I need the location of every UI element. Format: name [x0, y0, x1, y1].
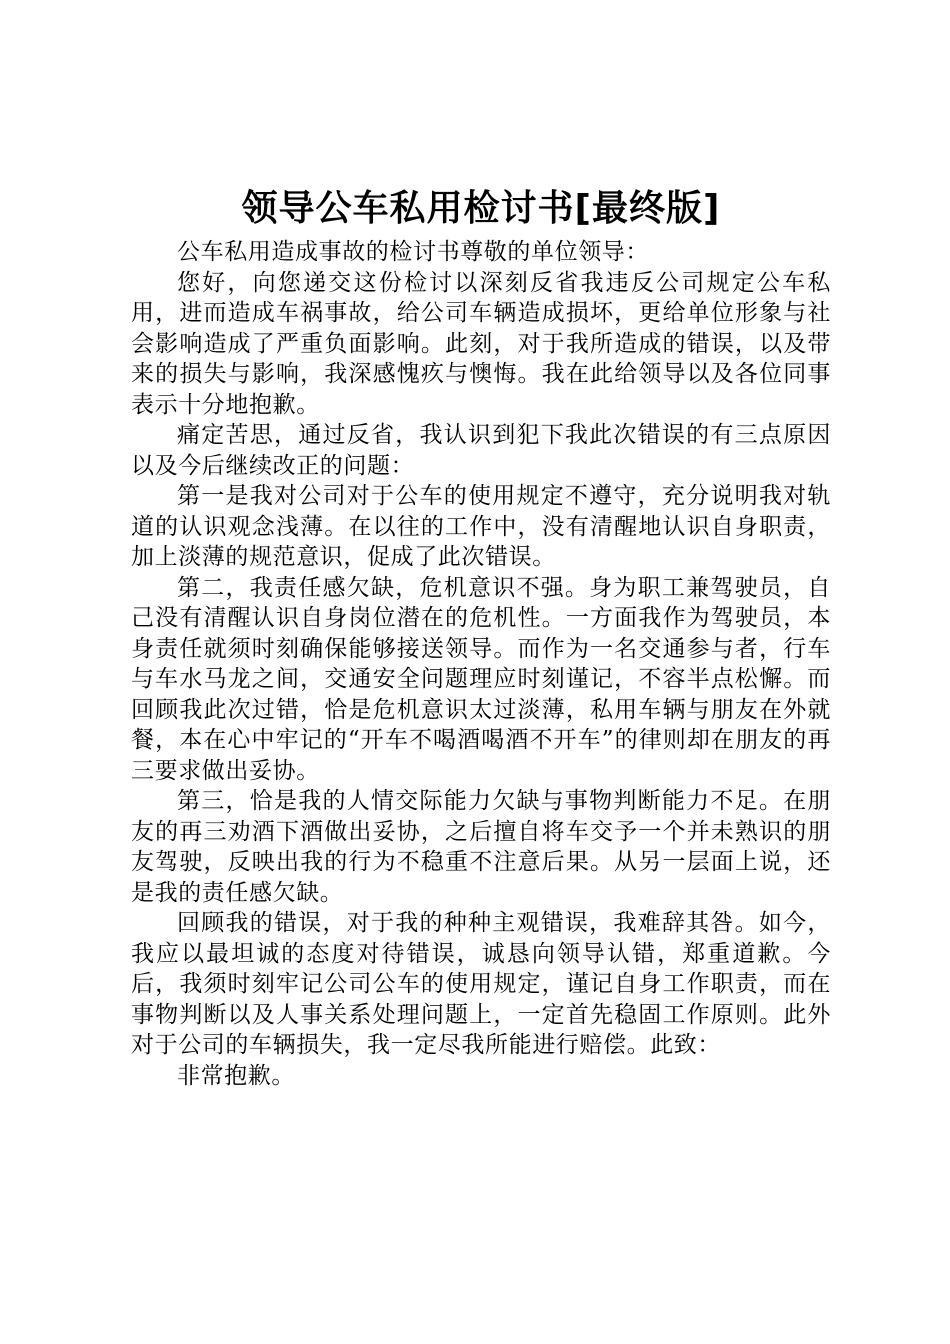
- paragraph-salutation: 公车私用造成事故的检讨书尊敬的单位领导：: [177, 239, 649, 265]
- paragraph-reason-one: 第一是我对公司对于公车的使用规定不遵守，充分说明我对轨道的认识观念浅薄。在以往的工作中，没有清醒地认识自身职责，加上淡薄的规范意识，促成了此次错误。: [131, 483, 831, 570]
- paragraph-closing: 非常抱歉。: [177, 1062, 295, 1089]
- paragraph-conclusion: 回顾我的错误，对于我的种种主观错误，我难辞其咎。如今，我应以最坦诚的态度对待错误，诚恳向领导认错，郑重道歉。今后，我须时刻牢记公司公车的使用规定，谨记自身工作职责，而在事物判断以及人事关系处理问题上，一定首先稳固工作原则。此外对于公司的车辆损失，我一定尽我所能进行赔偿。此致：: [131, 910, 831, 1058]
- document-title: 领导公车私用检讨书[最终版]: [241, 188, 721, 229]
- document-page: [131, 183, 831, 1091]
- paragraph-reason-three: 第三，恰是我的人情交际能力欠缺与事物判断能力不足。在朋友的再三劝酒下酒做出妥协，之后擅自将车交予一个并未熟识的朋友驾驶，反映出我的行为不稳重不注意后果。从另一层面上说，还是我的责任感欠缺。: [131, 788, 831, 906]
- paragraph-reflection: 痛定苦思，通过反省，我认识到犯下我此次错误的有三点原因以及今后继续改正的问题：: [131, 422, 831, 479]
- paragraph-reason-two: 第二，我责任感欠缺，危机意识不强。身为职工兼驾驶员，自己没有清醒认识自身岗位潜在的危机性。一方面我作为驾驶员，本身责任就须时刻确保能够接送领导。而作为一名交通参与者，行车与车水马龙之间，交通安全问题理应时刻谨记，不容半点松懈。而回顾我此次过错，恰是危机意识太过淡薄，私用车辆与朋友在外就餐，本在心中牢记的“开车不喝酒喝酒不开车”的律则却在朋友的再三要求做出妥协。: [131, 574, 831, 784]
- paragraph-greeting: 您好，向您递交这份检讨以深刻反省我违反公司规定公车私用，进而造成车祸事故，给公司车辆造成损坏，更给单位形象与社会影响造成了严重负面影响。此刻，对于我所造成的错误，以及带来的损失与影响，我深感愧疚与懊悔。我在此给领导以及各位同事表示十分地抱歉。: [131, 269, 831, 418]
